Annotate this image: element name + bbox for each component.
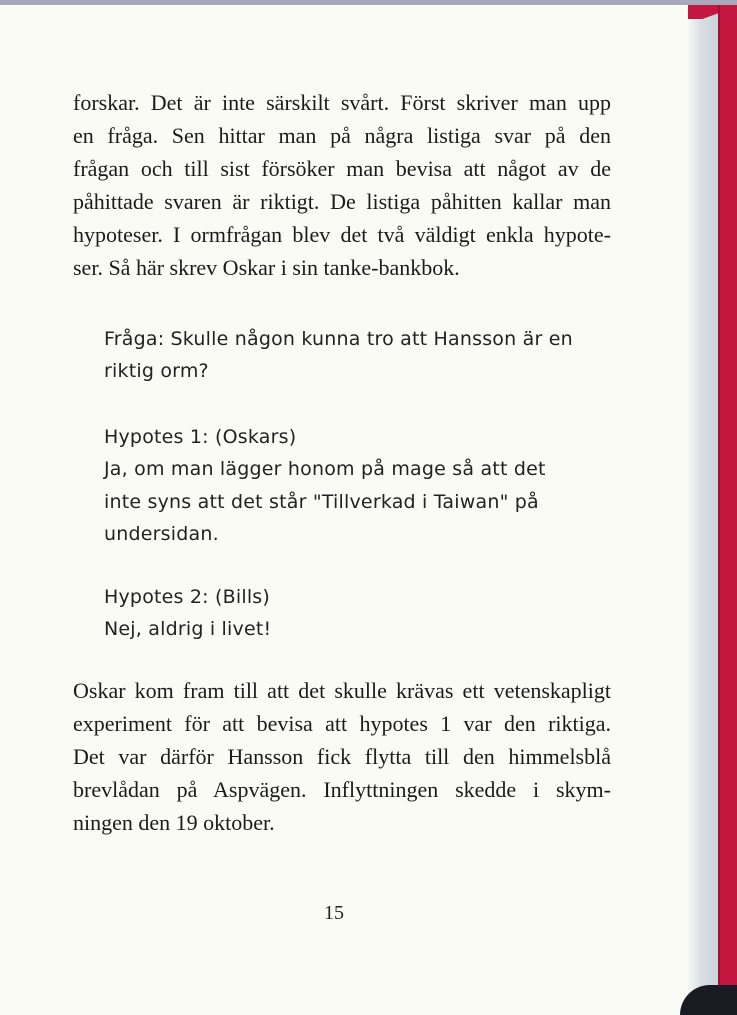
text-line: ningen den 19 oktober. [73, 810, 275, 835]
hypothesis-1-line: Ja, om man lägger honom på mage så att det [104, 458, 546, 480]
text-line: en fråga. Sen hittar man på några listiga svar på den [73, 123, 611, 148]
hypothesis-1-line: inte syns att det står "Tillverkad i Taiwan" på [104, 491, 539, 513]
text-line: frågan och till sist försöker man bevisa att något av de [73, 156, 611, 181]
text-line: Det var därför Hansson fick flytta till den himmelsblå [73, 744, 611, 769]
hypothesis-1-line: undersidan. [104, 523, 219, 545]
hypothesis-2-line: Nej, aldrig i livet! [104, 618, 272, 640]
text-line: ser. Så här skrev Oskar i sin tanke-bankbok. [73, 255, 460, 280]
text-line: forskar. Det är inte särskilt svårt. Först skriver man upp [73, 90, 611, 115]
text-line: experiment för att bevisa att hypotes 1 var den riktiga. [73, 711, 611, 736]
hypothesis-1-heading: Hypotes 1: (Oskars) [104, 426, 297, 448]
scan-top-strip [0, 0, 737, 5]
question-line: Fråga: Skulle någon kunna tro att Hansson är en [104, 328, 573, 350]
text-line: Oskar kom fram till att det skulle krävas ett vetenskapligt [73, 678, 611, 703]
page-number: 15 [324, 902, 344, 924]
text-line: påhittade svaren är riktigt. De listiga påhitten kallar man [73, 189, 611, 214]
book-cover-edge [718, 5, 737, 1000]
page-edges [688, 5, 720, 1000]
question-line: riktig orm? [104, 360, 209, 382]
text-line: brevlådan på Aspvägen. Inflyttningen skedde i skym- [73, 777, 611, 802]
text-line: hypoteser. I ormfrågan blev det två väldigt enkla hypote- [73, 222, 611, 247]
hypothesis-2-heading: Hypotes 2: (Bills) [104, 586, 271, 608]
